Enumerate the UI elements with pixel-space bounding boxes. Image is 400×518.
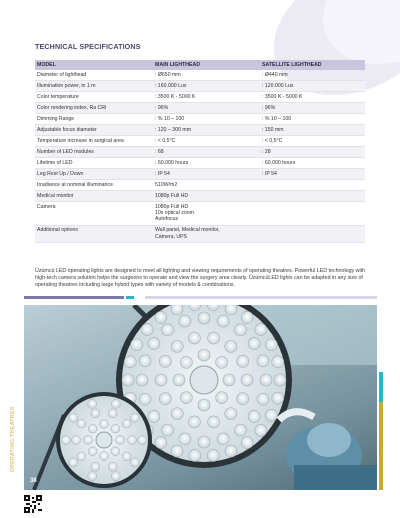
spec-table-row	[35, 124, 365, 135]
spec-label: Additional options	[35, 225, 153, 242]
qr-code-icon	[24, 495, 42, 513]
satellite-lighthead-value: : 150 mm	[260, 124, 365, 135]
led-module	[265, 409, 277, 421]
page-number: 38	[30, 478, 37, 484]
satellite-lighthead-value: : 96%	[260, 102, 365, 113]
spec-label: Lifetime of LED	[35, 157, 153, 168]
led-module	[108, 462, 117, 471]
spec-table-header	[35, 60, 365, 70]
led-module	[208, 416, 220, 428]
led-module	[274, 374, 286, 386]
led-module	[91, 462, 100, 471]
led-module	[179, 433, 191, 445]
led-module	[155, 311, 167, 323]
led-module	[141, 324, 153, 336]
page-title: TECHNICAL SPECIFICATIONS	[35, 42, 141, 51]
led-module	[88, 424, 97, 433]
led-module	[139, 355, 151, 367]
spec-label: Leg Rest Up / Down	[35, 168, 153, 179]
satellite-lighthead-value: : 28	[260, 146, 365, 157]
spec-table-row	[35, 70, 365, 81]
led-module	[148, 338, 160, 350]
led-module	[198, 349, 210, 361]
led-module	[148, 410, 160, 422]
led-module	[111, 399, 120, 408]
led-module	[272, 356, 284, 368]
main-lighthead-value: 1080p Full HD	[153, 190, 260, 201]
led-module	[77, 452, 86, 461]
spec-table	[35, 60, 365, 243]
led-module	[189, 449, 201, 461]
spec-table-row	[35, 146, 365, 157]
satellite-lighthead-value: : 3500 K - 5000 K	[260, 91, 365, 102]
led-module	[272, 392, 284, 404]
main-lighthead-value: : 160.000 Lux	[153, 80, 260, 91]
led-module	[162, 424, 174, 436]
led-module	[234, 324, 246, 336]
spec-table-row	[35, 201, 365, 225]
led-module	[171, 340, 183, 352]
spec-label: Color rendering index, Ra CRI	[35, 102, 153, 113]
led-module	[257, 393, 269, 405]
main-lighthead-value: : 3500 K - 5000 K	[153, 91, 260, 102]
led-module	[225, 445, 237, 457]
led-module	[188, 416, 200, 428]
led-module	[122, 374, 134, 386]
divider-teal	[126, 296, 134, 299]
led-module	[225, 408, 237, 420]
satellite-lighthead-value: : Ø440 mm	[260, 70, 365, 81]
led-module	[198, 312, 210, 324]
led-module	[171, 305, 183, 315]
led-module	[111, 424, 120, 433]
led-module	[88, 472, 97, 481]
led-module	[241, 437, 253, 449]
divider-light	[145, 296, 377, 299]
led-module	[248, 338, 260, 350]
led-module	[180, 392, 192, 404]
led-module	[217, 315, 229, 327]
led-module	[223, 374, 235, 386]
spec-table-row	[35, 135, 365, 146]
main-lighthead-value: 1080p Full HD 10x optical zoom Autofocus	[153, 201, 260, 225]
led-module	[136, 374, 148, 386]
led-module	[237, 355, 249, 367]
spec-table-row	[35, 179, 365, 190]
main-lighthead-value: : 120 – 300 mm	[153, 124, 260, 135]
led-module	[216, 356, 228, 368]
led-module	[128, 436, 137, 445]
led-module	[91, 409, 100, 418]
led-module	[100, 452, 109, 461]
main-lighthead-value: : 68	[153, 146, 260, 157]
spec-table-row	[35, 168, 365, 179]
led-module	[234, 424, 246, 436]
led-module	[180, 356, 192, 368]
led-module	[111, 447, 120, 456]
led-module	[207, 449, 219, 461]
satellite-lighthead-value: : % 10 – 100	[260, 113, 365, 124]
satellite-lighthead-value: : IP 54	[260, 168, 365, 179]
led-module	[116, 436, 125, 445]
spec-table-row	[35, 225, 365, 242]
led-module	[225, 340, 237, 352]
header-satellite-lighthead: SATELLITE LIGHTHEAD	[260, 60, 365, 70]
led-module	[62, 436, 71, 445]
led-module	[155, 374, 167, 386]
operating-light-photo	[24, 305, 377, 490]
spec-label: Color temperature	[35, 91, 153, 102]
led-module	[248, 410, 260, 422]
spec-label: Medical monitor	[35, 190, 153, 201]
led-module	[255, 424, 267, 436]
led-module	[88, 447, 97, 456]
led-module	[198, 436, 210, 448]
operating-light-illustration	[24, 305, 377, 490]
led-module	[162, 324, 174, 336]
led-module	[241, 374, 253, 386]
led-module	[69, 413, 78, 422]
led-module	[217, 433, 229, 445]
led-module	[173, 374, 185, 386]
led-module	[108, 409, 117, 418]
led-module	[124, 356, 136, 368]
led-module	[130, 413, 139, 422]
main-lighthead-value: Wall panel, Medical monitor, Camera, UPS	[153, 225, 260, 242]
led-module	[122, 452, 131, 461]
led-module	[208, 332, 220, 344]
divider-purple	[24, 296, 124, 299]
led-module	[159, 355, 171, 367]
satellite-lighthead-value: : 60.000 hours	[260, 157, 365, 168]
led-module	[130, 458, 139, 467]
led-module	[179, 315, 191, 327]
led-module	[111, 472, 120, 481]
spec-label: Adjustable focus diameter	[35, 124, 153, 135]
led-module	[265, 339, 277, 351]
spec-table-row	[35, 80, 365, 91]
side-section-label: OPERATING THEATRES	[10, 406, 16, 472]
led-module	[138, 436, 147, 445]
main-lighthead-value: : 96%	[153, 102, 260, 113]
led-module	[159, 393, 171, 405]
main-lighthead-value: : 60.000 hours	[153, 157, 260, 168]
spec-table-row	[35, 102, 365, 113]
led-module	[72, 436, 81, 445]
spec-table-row	[35, 91, 365, 102]
spec-label: Diameter of lighthead	[35, 70, 153, 81]
header-model: MODEL	[35, 60, 153, 70]
led-module	[237, 393, 249, 405]
led-module	[188, 332, 200, 344]
spec-label: Number of LED modules	[35, 146, 153, 157]
led-module	[225, 305, 237, 315]
spec-table-row	[35, 190, 365, 201]
spec-label: Irradiance at nominal illuminance	[35, 179, 153, 190]
main-lighthead-value: : < 0,5°C	[153, 135, 260, 146]
led-module	[100, 420, 109, 429]
spec-table-row	[35, 113, 365, 124]
led-module	[122, 419, 131, 428]
main-lighthead-value: 510W/m2	[153, 179, 260, 190]
led-module	[88, 399, 97, 408]
satellite-lighthead-value	[260, 225, 365, 242]
led-module	[198, 399, 210, 411]
description-paragraph: Üzümcü LED operating lights are designed to meet all lighting and viewing requirements of operating theatres. Powerful LED technology with high-tech camera solution helps the surgeons to operate and view the surgery area clearly. ÜzümcüLED lights can be adapted in any size of operating theatres including large hybrid types with variety of models & combinations.	[35, 268, 366, 289]
led-module	[139, 393, 151, 405]
satellite-lighthead-value	[260, 201, 365, 225]
led-module	[69, 458, 78, 467]
satellite-lighthead-value: : 120.000 Lux	[260, 80, 365, 91]
main-lighthead-value: : % 10 – 100	[153, 113, 260, 124]
header-main-lighthead: MAIN LIGHTHEAD	[153, 60, 260, 70]
spec-label: Dimming Range	[35, 113, 153, 124]
right-accent-teal	[379, 372, 383, 402]
led-module	[171, 445, 183, 457]
satellite-lighthead-value	[260, 190, 365, 201]
main-lighthead-value: : IP 54	[153, 168, 260, 179]
led-module	[255, 324, 267, 336]
led-module	[155, 437, 167, 449]
spec-table-row	[35, 157, 365, 168]
led-module	[257, 355, 269, 367]
spec-label: Camera	[35, 201, 153, 225]
satellite-lighthead-value: : < 0,5°C	[260, 135, 365, 146]
led-module	[84, 436, 93, 445]
led-module	[241, 311, 253, 323]
spec-label: Temperature increase in surgical area	[35, 135, 153, 146]
spec-label: Illumination power, in 1 m	[35, 80, 153, 91]
main-lighthead-value: : Ø650 mm	[153, 70, 260, 81]
led-module	[171, 408, 183, 420]
led-module	[77, 419, 86, 428]
led-module	[131, 339, 143, 351]
led-module	[260, 374, 272, 386]
satellite-lighthead-value	[260, 179, 365, 190]
led-module	[216, 392, 228, 404]
